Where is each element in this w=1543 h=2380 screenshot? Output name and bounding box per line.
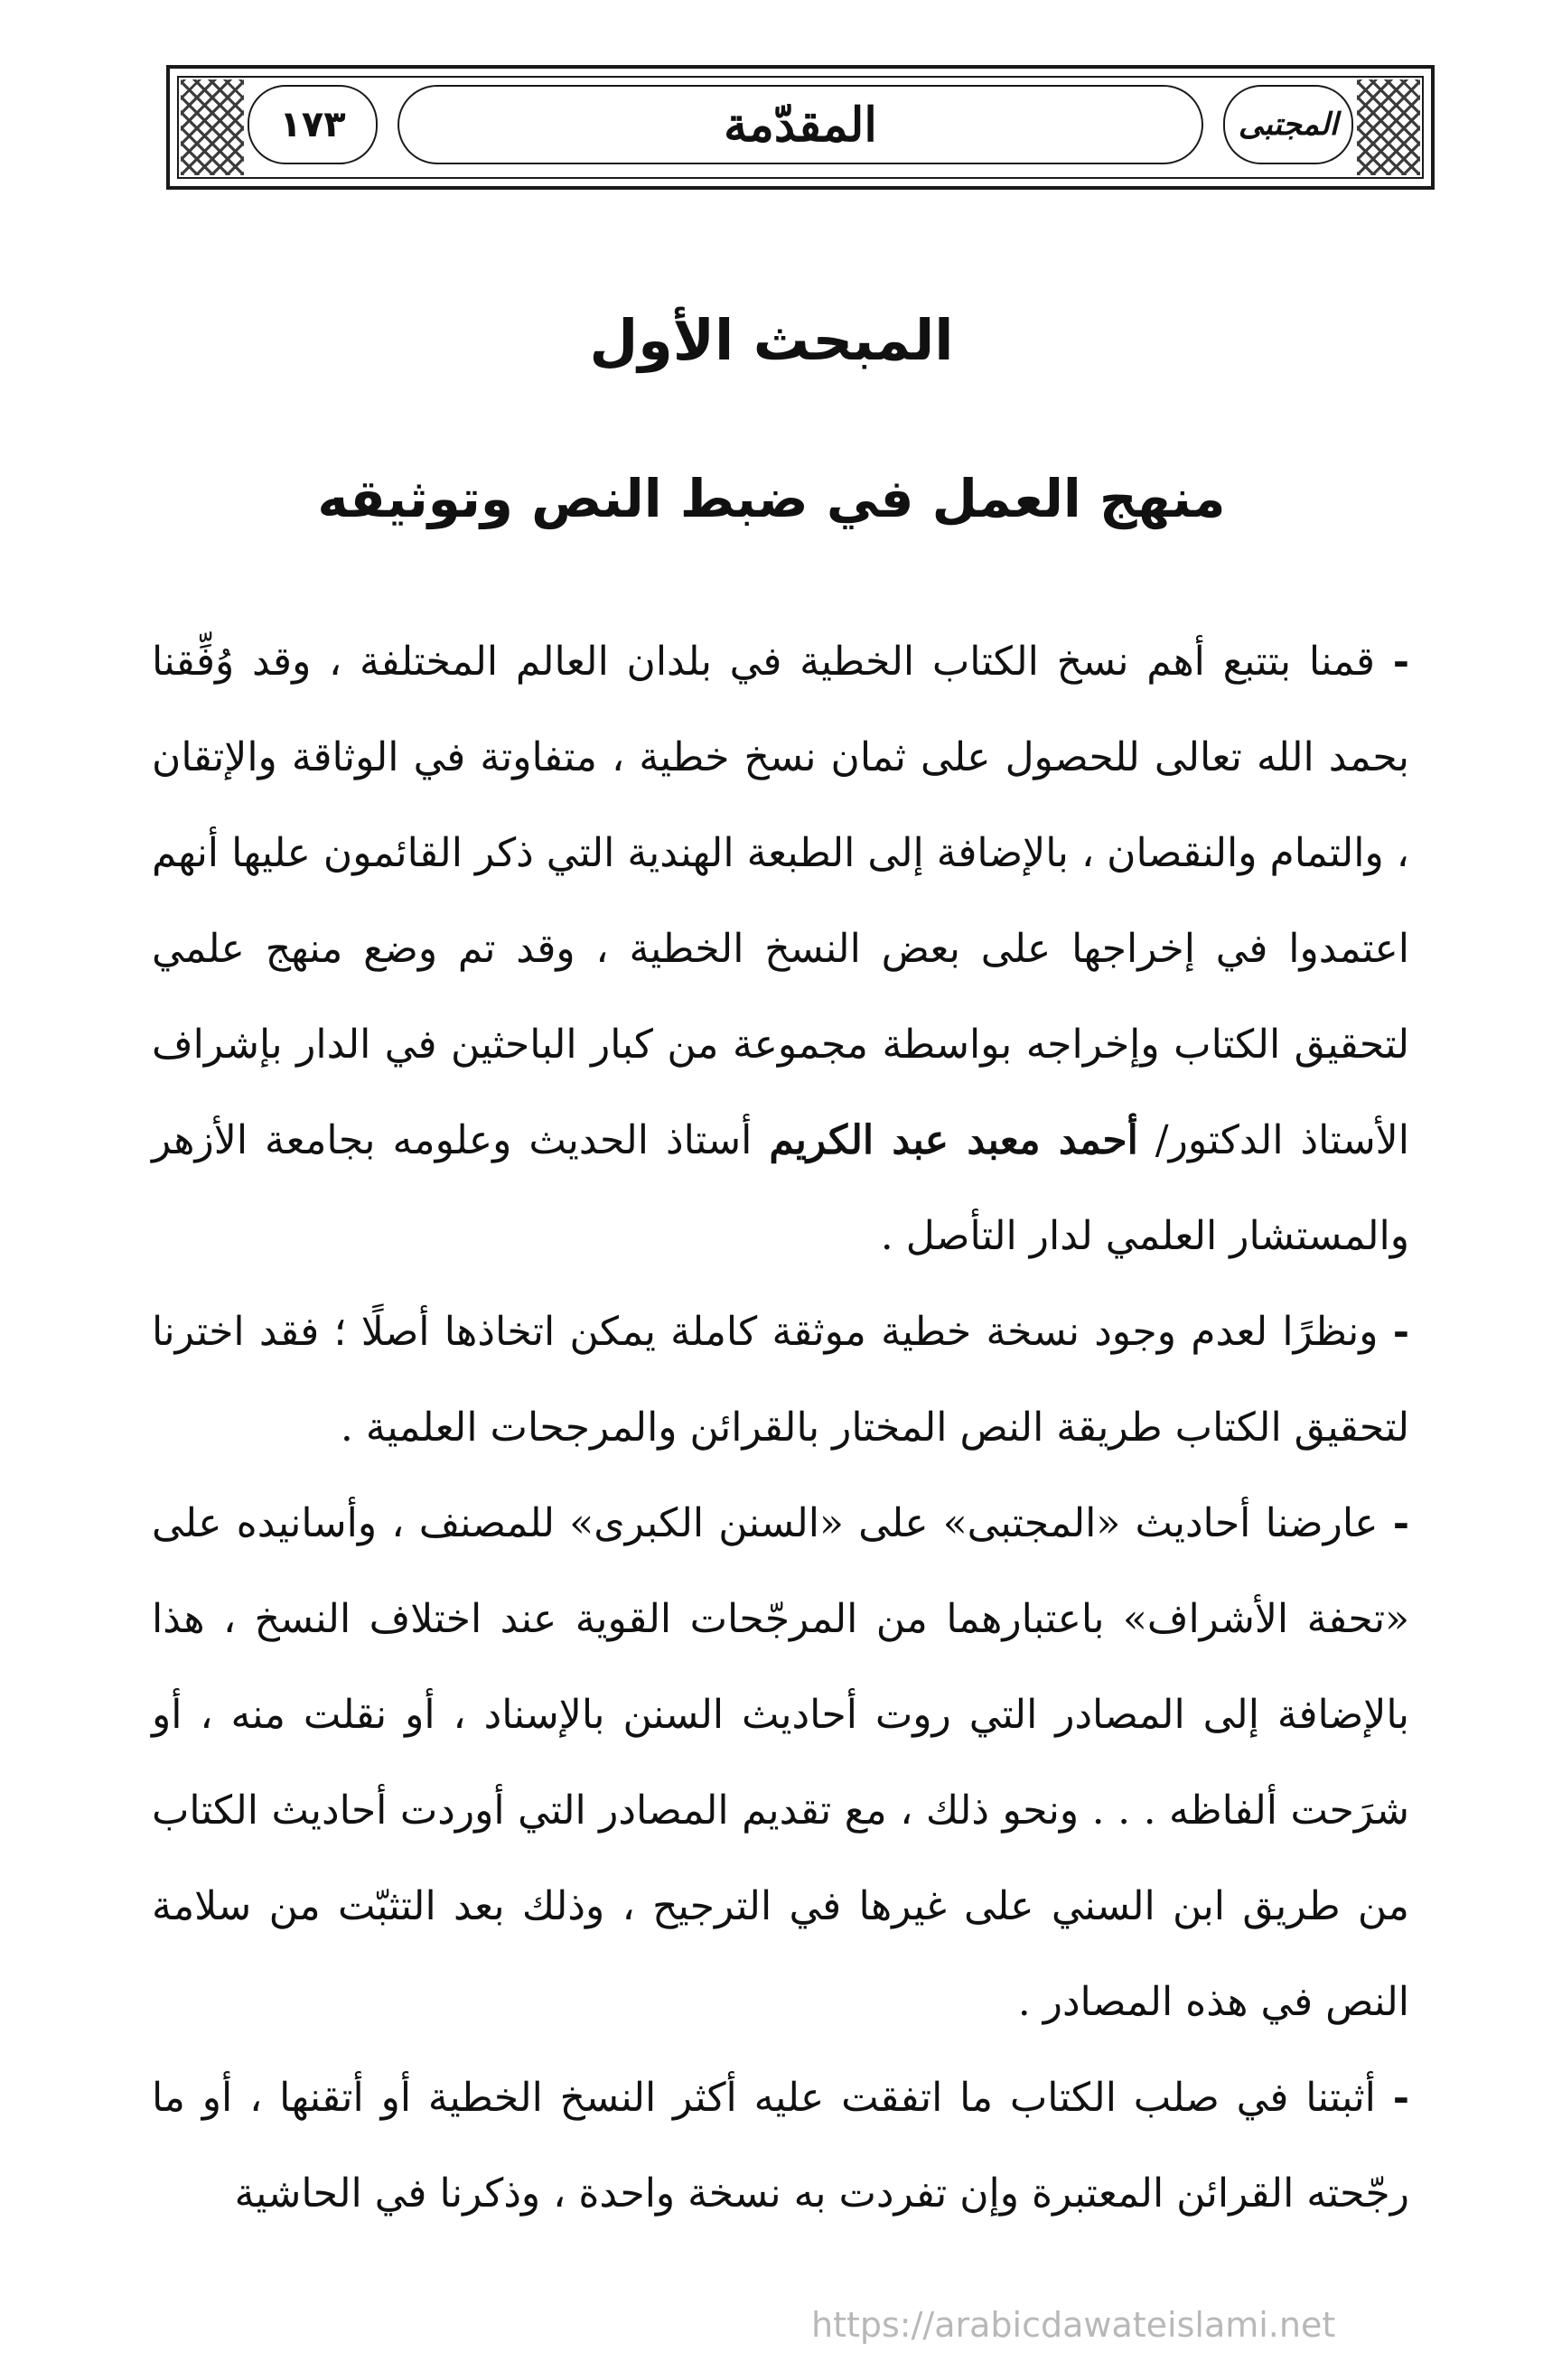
paragraph-text: عارضنا أحاديث «المجتبى» على «السنن الكبرى» للمصنف ، وأسانيده على «تحفة الأشراف» باعتبارهما من المرجّحات القوية عند اختلاف النسخ ، هذا بالإضافة إلى المصادر التي روت أحاديث السنن بالإسناد ، أو نقلت منه ، أو شرَحت ألفاظه . . . ونحو ذلك ، مع تقديم المصادر التي أوردت أحاديث الكتاب من طريق ابن السني على غيرها في الترجيح ، وذلك بعد التثبّت من سلامة النص في هذه المصادر . [152,1500,1409,2025]
bullet-dash: - [1392,639,1409,685]
body-text [152,614,1409,2242]
paragraph-text: أثبتنا في صلب الكتاب ما اتفقت عليه أكثر النسخ الخطية أو أتقنها ، أو ما رجّحته القرائن المعتبرة وإن تفردت به نسخة واحدة ، وذكرنا في الحاشية [152,2075,1409,2217]
watermark-url: https://arabicdawateislami.net [811,2305,1336,2345]
paragraph-1 [152,614,1409,1284]
paragraph-text: قمنا بتتبع أهم نسخ الكتاب الخطية في بلدان العالم المختلفة ، وقد وُفِّقنا بحمد الله تعالى للحصول على ثمان نسخ خطية ، متفاوتة في الوثاقة والإتقان ، والتمام والنقصان ، بالإضافة إلى الطبعة الهندية التي ذكر القائمون عليها أنهم اعتمدوا في إخراجها على بعض النسخ الخطية ، وقد تم وضع منهج علمي لتحقيق الكتاب وإخراجه بواسطة مجموعة من كبار الباحثين في الدار بإشراف الأستاذ الدكتور/ [152,639,1409,1163]
page-number: ١٧٣ [248,85,378,164]
chapter-title: المبحث الأول [589,307,954,373]
paragraph-4 [152,2050,1409,2242]
bold-name: أحمد معبد عبد الكريم [769,1117,1138,1163]
bullet-dash: - [1392,1309,1409,1355]
paragraph-text: ونظرًا لعدم وجود نسخة خطية موثقة كاملة يمكن اتخاذها أصلًا ؛ فقد اخترنا لتحقيق الكتاب طريقة النص المختار بالقرائن والمرجحات العلمية . [152,1309,1409,1451]
running-title: المقدّمة [397,85,1203,164]
bullet-dash: - [1392,2075,1409,2121]
bullet-dash: - [1392,1500,1409,1546]
ornament-right-icon [1357,79,1420,175]
section-title: منهج العمل في ضبط النص وتوثيقه [317,468,1226,529]
paragraph-2 [152,1284,1409,1476]
ornament-left-icon [181,79,244,175]
page-header [166,65,1435,190]
paragraph-text: أستاذ الحديث وعلومه بجامعة الأزهر والمستشار العلمي لدار التأصل . [152,1117,1409,1259]
book-logo: المجتبى [1223,85,1353,164]
paragraph-3 [152,1476,1409,2050]
